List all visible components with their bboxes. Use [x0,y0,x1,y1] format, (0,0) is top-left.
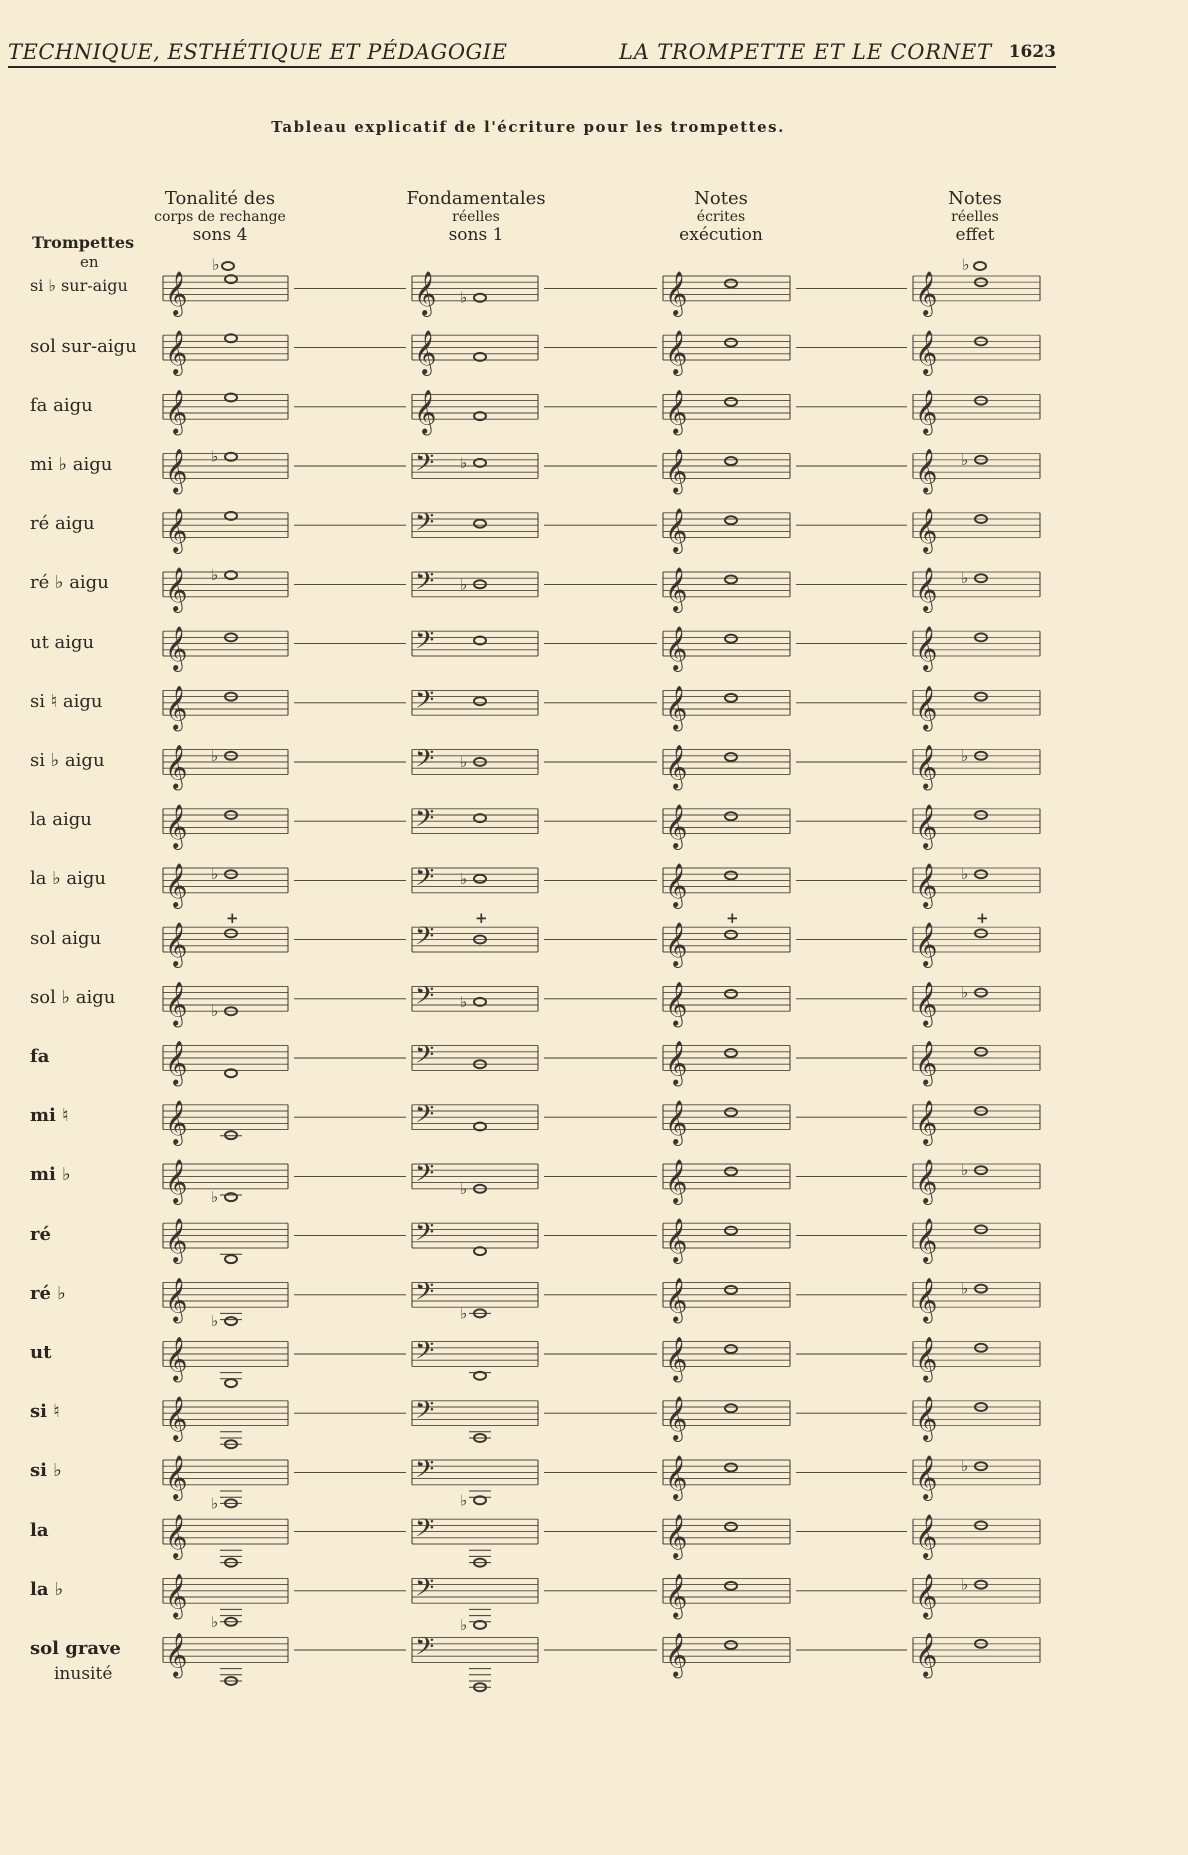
flat-icon: ♭ [961,450,969,469]
column-header-line3: sons 4 [192,225,248,245]
bass-clef-icon: 𝄢 [415,1395,435,1431]
treble-clef-icon: 𝄞 [165,685,188,730]
whole-note [725,575,737,583]
treble-clef-icon: 𝄞 [665,744,688,789]
treble-clef-icon: 𝄞 [915,922,938,967]
row-label: ut aigu [30,631,95,653]
treble-clef-icon: 𝄞 [165,1514,188,1559]
bass-clef-icon: 𝄢 [415,1632,435,1668]
bass-clef-icon: 𝄢 [415,981,435,1017]
flat-icon: ♭ [460,1179,468,1198]
treble-clef-icon: 𝄞 [915,981,938,1026]
treble-clef-icon: 𝄞 [165,1395,188,1440]
treble-clef-icon: 𝄞 [665,1455,688,1499]
whole-note [725,457,737,465]
row-label: la ♭ [30,1578,64,1600]
treble-clef-icon: 𝄞 [165,567,188,611]
treble-clef-icon: 𝄞 [165,330,188,375]
treble-clef-icon: 𝄞 [915,271,938,315]
flat-icon: ♭ [211,1312,219,1331]
row-label: ré ♭ [30,1282,66,1304]
bass-clef-icon: 𝄢 [415,1573,435,1609]
treble-clef-icon: 𝄞 [665,330,688,375]
bass-clef-icon: 𝄢 [415,448,435,484]
column-header-line1: Notes [948,188,1002,209]
flat-icon: ♭ [211,746,219,765]
treble-clef-icon: 𝄞 [915,1632,938,1677]
treble-clef-icon: 𝄞 [665,803,688,848]
row-label: sol sur-aigu [30,335,137,357]
row-label: si ♮ aigu [30,690,103,712]
treble-clef-icon: 𝄞 [665,271,688,315]
bass-clef-icon: 𝄢 [415,1336,435,1372]
flat-icon: ♭ [211,566,219,585]
treble-clef-icon: 𝄞 [665,1336,688,1381]
flat-icon: ♭ [961,569,969,588]
treble-clef-icon: 𝄞 [165,507,188,552]
flat-icon: ♭ [460,575,468,594]
bass-clef-icon: 𝄢 [415,1218,435,1254]
treble-clef-icon: 𝄞 [165,1159,188,1203]
row-label: fa aigu [30,394,93,416]
treble-clef-icon: 𝄞 [915,1099,938,1144]
whole-note [725,635,737,643]
column-header-line2: réelles [452,209,500,225]
whole-note [725,931,737,939]
column-header-line1: Fondamentales [406,188,546,209]
bass-clef-icon: 𝄢 [415,1455,435,1490]
treble-clef-icon: 𝄞 [665,507,688,552]
plus-mark: + [976,909,989,928]
treble-clef-icon: 𝄞 [165,1632,188,1677]
whole-note [474,697,486,705]
treble-clef-icon: 𝄞 [665,567,688,611]
flat-icon: ♭ [211,1002,219,1021]
bass-clef-icon: 𝄢 [415,507,435,543]
whole-note [725,516,737,524]
flat-icon: ♭ [460,288,468,307]
whole-note [725,1227,737,1235]
treble-clef-icon: 𝄞 [915,1514,938,1559]
column-header-line3: sons 1 [448,225,504,245]
flat-icon: ♭ [961,746,969,765]
whole-note [474,875,486,883]
flat-icon: ♭ [211,1188,219,1207]
plus-mark: + [726,909,739,928]
whole-note [725,1404,737,1412]
treble-clef-icon: 𝄞 [665,863,688,907]
flat-icon: ♭ [961,1457,969,1476]
whole-note [725,1463,737,1471]
flat-icon: ♭ [211,447,219,466]
treble-clef-icon: 𝄞 [915,1277,938,1322]
column-header-line1: Notes [694,188,748,209]
whole-note [725,339,737,347]
treble-clef-icon: 𝄞 [665,1277,688,1322]
row-label: ré aigu [30,513,95,535]
treble-clef-icon: 𝄞 [665,1159,688,1203]
whole-note [225,1255,237,1263]
flat-icon: ♭ [961,865,969,884]
bass-clef-icon: 𝄢 [415,922,435,958]
flat-icon: ♭ [961,983,969,1002]
treble-clef-icon: 𝄞 [915,744,938,789]
treble-clef-icon: 𝄞 [665,1632,688,1677]
treble-clef-icon: 𝄞 [165,1099,188,1144]
treble-clef-icon: 𝄞 [915,1218,938,1263]
treble-clef-icon: 𝄞 [665,1573,688,1618]
row-label: ré [30,1223,51,1245]
treble-clef-icon: 𝄞 [665,1514,688,1559]
treble-clef-icon: 𝄞 [665,1099,688,1144]
treble-clef-icon: 𝄞 [665,922,688,967]
table-title: Tableau explicatif de l'écriture pour les trompettes. [271,118,785,136]
treble-clef-icon: 𝄞 [665,389,688,434]
flat-icon: ♭ [212,255,220,274]
flat-icon: ♭ [460,1615,468,1634]
column-header-line2: corps de rechange [154,209,286,225]
treble-clef-icon: 𝄞 [915,1159,938,1203]
bass-clef-icon: 𝄢 [415,1099,435,1135]
treble-clef-icon: 𝄞 [414,389,437,434]
flat-icon: ♭ [460,992,468,1011]
row-label: mi ♮ [30,1105,69,1127]
bass-clef-icon: 𝄢 [415,1514,435,1550]
whole-note [725,1641,737,1649]
row-label: si ♭ sur-aigu [30,276,128,296]
bass-clef-icon: 𝄢 [415,567,435,602]
whole-note [225,1193,237,1201]
row-sub-label: inusité [54,1664,113,1684]
treble-clef-icon: 𝄞 [165,863,188,907]
whole-note [725,1049,737,1057]
flat-icon: ♭ [961,1161,969,1180]
row-label: ut [30,1342,52,1363]
treble-clef-icon: 𝄞 [665,448,688,493]
bass-clef-icon: 𝄢 [415,1159,435,1194]
flat-icon: ♭ [961,1575,969,1594]
whole-note [725,1523,737,1531]
flat-icon: ♭ [211,1494,219,1513]
treble-clef-icon: 𝄞 [414,330,437,375]
bass-clef-icon: 𝄢 [415,744,435,780]
row-label: la ♭ aigu [30,868,107,890]
treble-clef-icon: 𝄞 [165,922,188,967]
bass-clef-icon: 𝄢 [415,1277,435,1313]
treble-clef-icon: 𝄞 [165,744,188,789]
treble-clef-icon: 𝄞 [665,1040,688,1085]
whole-note [225,1131,237,1139]
treble-clef-icon: 𝄞 [915,685,938,730]
treble-clef-icon: 𝄞 [665,685,688,730]
treble-clef-icon: 𝄞 [165,1277,188,1322]
bass-clef-icon: 𝄢 [415,685,435,721]
running-head-left: TECHNIQUE, ESTHÉTIQUE ET PÉDAGOGIE [8,40,508,64]
treble-clef-icon: 𝄞 [165,271,188,315]
row-label: sol aigu [30,927,102,949]
treble-clef-icon: 𝄞 [165,626,188,671]
column-header-line3: effet [955,225,995,245]
treble-clef-icon: 𝄞 [915,626,938,671]
whole-note [725,694,737,702]
treble-clef-icon: 𝄞 [915,1573,938,1618]
flat-icon: ♭ [460,869,468,888]
column-header-line3: exécution [679,225,763,245]
treble-clef-icon: 𝄞 [915,863,938,907]
plus-mark: + [226,909,239,928]
row-label: si ♭ aigu [30,750,105,771]
whole-note [225,1379,237,1387]
flat-icon: ♭ [460,1304,468,1323]
treble-clef-icon: 𝄞 [165,1573,188,1618]
treble-clef-icon: 𝄞 [414,271,437,315]
row-header-en: en [80,253,99,271]
treble-clef-icon: 𝄞 [165,803,188,848]
row-label: sol grave [30,1638,121,1659]
whole-note [725,1345,737,1353]
flat-icon: ♭ [460,752,468,771]
treble-clef-icon: 𝄞 [165,1336,188,1381]
flat-icon: ♭ [460,453,468,472]
treble-clef-icon: 𝄞 [915,389,938,434]
plus-mark: + [475,909,488,928]
whole-note [725,1286,737,1294]
treble-clef-icon: 𝄞 [165,1040,188,1085]
treble-clef-icon: 𝄞 [165,1218,188,1263]
row-label: fa [30,1046,50,1067]
row-header: Trompettes [32,233,135,252]
row-label: si ♮ [30,1401,60,1423]
flat-icon: ♭ [962,255,970,274]
treble-clef-icon: 𝄞 [915,1455,938,1499]
whole-note [725,871,737,879]
treble-clef-icon: 𝄞 [915,507,938,552]
bass-clef-icon: 𝄢 [415,1040,435,1076]
page-number: 1623 [1008,42,1056,62]
whole-note [225,1317,237,1325]
row-label: si ♭ [30,1460,62,1482]
treble-clef-icon: 𝄞 [665,626,688,671]
treble-clef-icon: 𝄞 [915,330,938,375]
flat-icon: ♭ [211,1612,219,1631]
whole-note [725,398,737,406]
whole-note [725,1582,737,1590]
treble-clef-icon: 𝄞 [915,1395,938,1440]
flat-icon: ♭ [460,1491,468,1510]
treble-clef-icon: 𝄞 [665,981,688,1026]
whole-note [222,262,234,270]
treble-clef-icon: 𝄞 [665,1218,688,1263]
treble-clef-icon: 𝄞 [165,981,188,1026]
whole-note [474,520,486,528]
bass-clef-icon: 𝄢 [415,626,435,662]
treble-clef-icon: 𝄞 [915,567,938,611]
running-head-right: LA TROMPETTE ET LE CORNET [619,40,992,64]
treble-clef-icon: 𝄞 [915,1336,938,1381]
row-label: la [30,1519,49,1541]
treble-clef-icon: 𝄞 [915,448,938,493]
treble-clef-icon: 𝄞 [165,448,188,493]
row-label: mi ♭ aigu [30,454,113,475]
treble-clef-icon: 𝄞 [165,1455,188,1499]
whole-note [974,262,986,270]
row-label: ré ♭ aigu [30,572,109,594]
whole-note [725,990,737,998]
treble-clef-icon: 𝄞 [915,803,938,848]
row-label: mi ♭ [30,1164,71,1186]
whole-note [725,753,737,761]
treble-clef-icon: 𝄞 [665,1395,688,1440]
bass-clef-icon: 𝄢 [415,863,435,898]
column-header-line2: réelles [951,209,999,225]
whole-note [725,812,737,820]
flat-icon: ♭ [211,865,219,884]
column-header-line1: Tonalité des [164,188,276,209]
row-label: la aigu [30,809,92,831]
whole-note [725,279,737,287]
whole-note [725,1167,737,1175]
column-header-line2: écrites [696,209,746,225]
treble-clef-icon: 𝄞 [165,389,188,434]
flat-icon: ♭ [961,1279,969,1298]
bass-clef-icon: 𝄢 [415,803,435,839]
treble-clef-icon: 𝄞 [915,1040,938,1085]
whole-note [725,1108,737,1116]
row-label: sol ♭ aigu [30,986,116,1008]
